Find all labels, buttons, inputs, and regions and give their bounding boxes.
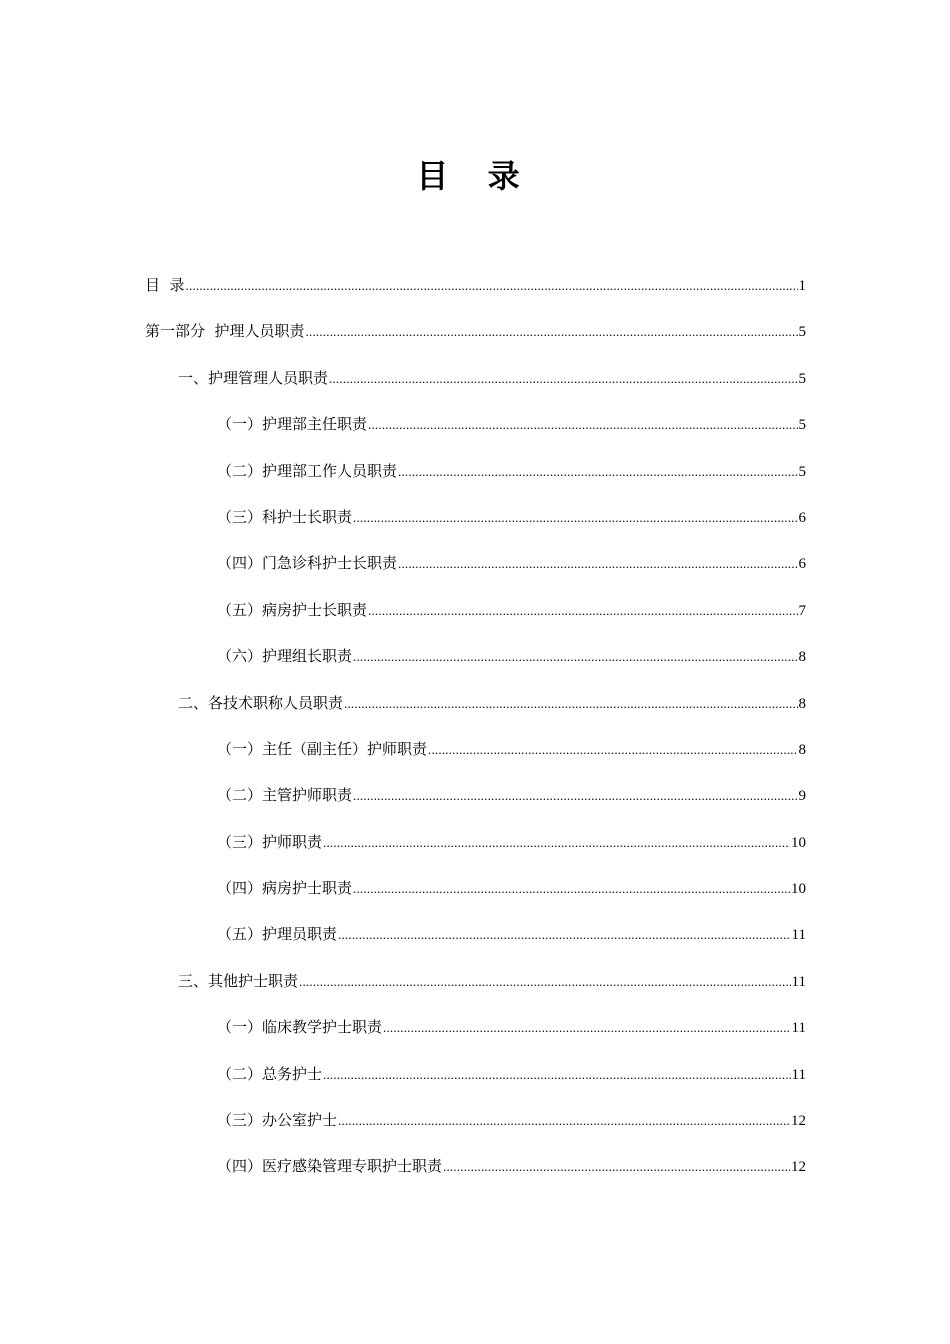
toc-dot-leader [398,455,797,489]
toc-entry[interactable] [145,1010,806,1056]
toc-entry-label: 目 录 [145,276,185,294]
toc-dot-leader [338,918,791,952]
toc-entry-label: （三）护师职责 [217,832,323,851]
toc-entry[interactable] [145,871,806,917]
toc-entry-label: （三）办公室护士 [217,1111,338,1130]
toc-entry[interactable] [145,454,806,500]
toc-dot-leader [368,594,797,628]
toc-entry[interactable] [145,593,806,639]
toc-entry-page-number: 5 [798,463,806,480]
toc-entry-page-number: 8 [798,649,806,666]
toc-entry[interactable] [145,732,806,778]
toc-entry-label: （二）总务护士 [217,1064,323,1083]
toc-entry-label: （一）主任（副主任）护师职责 [217,739,428,758]
toc-entry[interactable] [145,964,806,1010]
toc-entry[interactable] [145,500,806,546]
toc-entry-label: 二、各技术职称人员职责 [178,693,344,712]
toc-entry[interactable] [145,1103,806,1149]
toc-entry-label: （四）门急诊科护士长职责 [217,554,398,573]
toc-entry[interactable] [145,546,806,592]
toc-entry-page-number: 11 [791,973,806,990]
toc-entry[interactable] [145,639,806,685]
toc-dot-leader [383,1011,791,1045]
toc-dot-leader [353,640,797,674]
toc-dot-leader [428,733,797,767]
toc-entry-page-number: 8 [798,695,806,712]
toc-entry-page-number: 10 [791,834,806,851]
toc-entry-page-number: 5 [798,417,806,434]
toc-dot-leader [323,826,790,860]
toc-entry[interactable] [145,1057,806,1103]
toc-entry[interactable] [145,686,806,732]
toc-dot-leader [398,547,797,581]
toc-entry-page-number: 6 [798,556,806,573]
toc-entry-label: （一）临床教学护士职责 [217,1018,383,1037]
toc-dot-leader [353,779,797,813]
toc-entry-label: （四）医疗感染管理专职护士职责 [217,1157,443,1176]
document-title: 目 录 [416,157,534,195]
toc-dot-leader [353,872,790,906]
toc-entry-label: （五）病房护士长职责 [217,600,368,619]
toc-dot-leader [306,315,798,349]
toc-entry-page-number: 12 [791,1159,806,1176]
toc-dot-leader [443,1150,790,1184]
toc-entry[interactable] [145,1149,806,1195]
toc-entry-label: （六）护理组长职责 [217,647,353,666]
toc-entry-label: （四）病房护士职责 [217,879,353,898]
toc-entry-page-number: 11 [791,1020,806,1037]
toc-entry-page-number: 11 [791,927,806,944]
toc-entry-label: 三、其他护士职责 [178,971,299,990]
toc-entry-page-number: 9 [798,788,806,805]
toc-entry[interactable] [145,361,806,407]
toc-dot-leader [338,1104,790,1138]
toc-entry[interactable] [145,268,806,314]
toc-entry[interactable] [145,407,806,453]
toc-dot-leader [186,269,798,303]
toc-dot-leader [344,687,797,721]
toc-entry[interactable] [145,314,806,360]
table-of-contents [145,268,806,1196]
toc-entry-label: （二）主管护师职责 [217,786,353,805]
toc-entry[interactable] [145,778,806,824]
toc-dot-leader [329,362,797,396]
toc-entry-label: 第一部分 护理人员职责 [145,322,305,341]
toc-dot-leader [299,965,791,999]
toc-entry-label: （一）护理部主任职责 [217,415,368,434]
toc-entry-label: 一、护理管理人员职责 [178,368,329,387]
toc-entry-page-number: 1 [798,278,806,294]
toc-entry[interactable] [145,825,806,871]
toc-entry[interactable] [145,917,806,963]
toc-dot-leader [353,501,797,535]
toc-entry-page-number: 12 [791,1113,806,1130]
toc-entry-page-number: 6 [798,509,806,526]
toc-entry-page-number: 5 [798,324,806,341]
toc-dot-leader [323,1058,791,1092]
toc-entry-page-number: 11 [791,1066,806,1083]
toc-entry-page-number: 10 [791,881,806,898]
toc-entry-page-number: 5 [798,370,806,387]
toc-entry-label: （二）护理部工作人员职责 [217,461,398,480]
toc-entry-label: （三）科护士长职责 [217,507,353,526]
toc-entry-label: （五）护理员职责 [217,925,338,944]
toc-entry-page-number: 7 [798,602,806,619]
toc-entry-page-number: 8 [798,741,806,758]
toc-dot-leader [368,408,797,442]
